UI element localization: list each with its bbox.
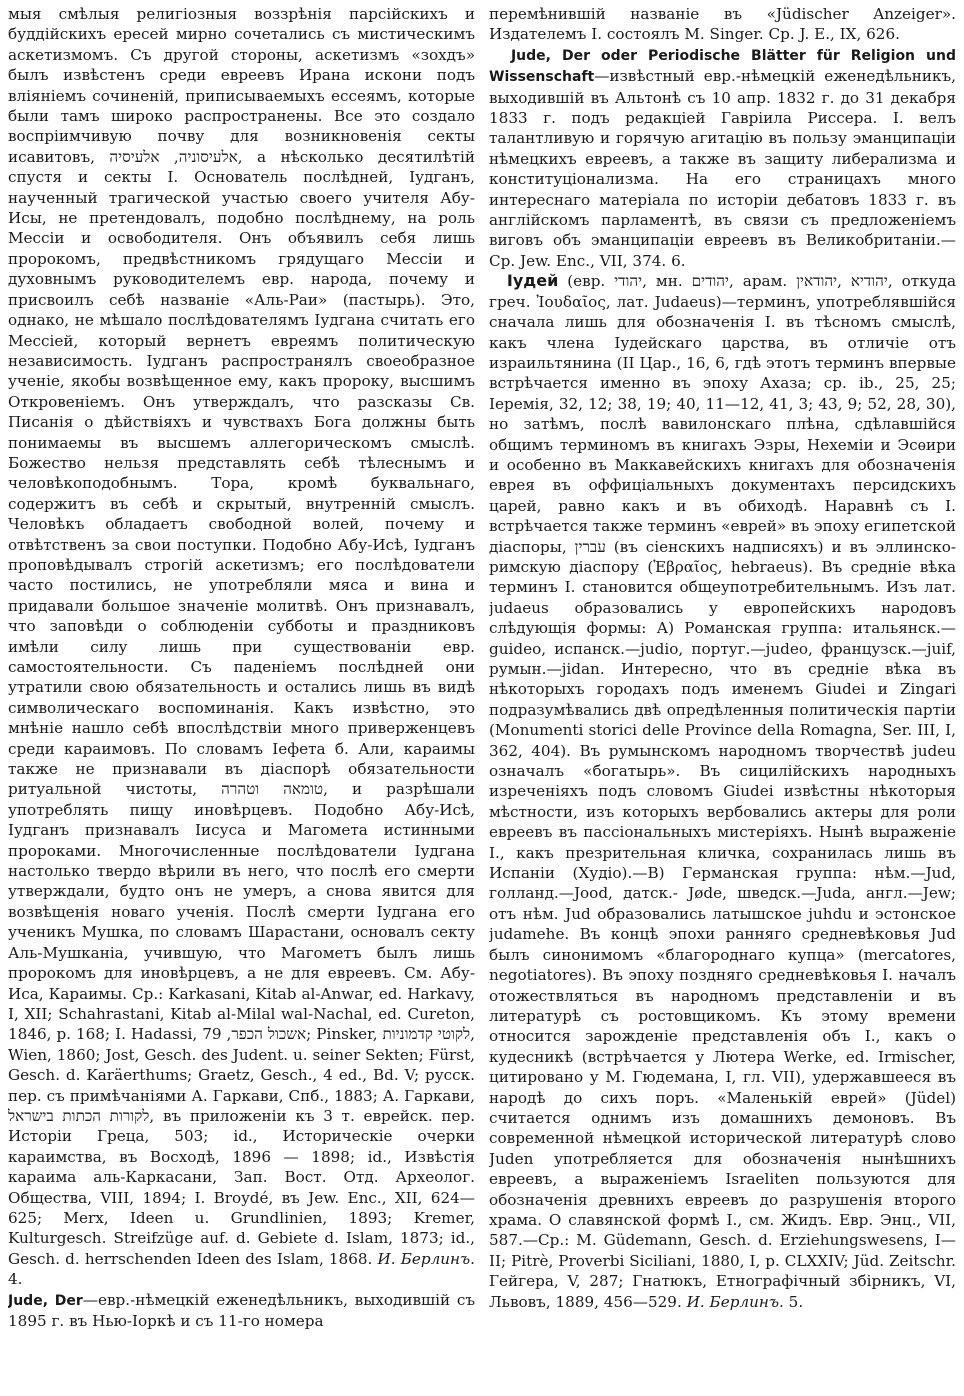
entry-number: 5.: [788, 1292, 804, 1311]
entry-number: 4.: [8, 1270, 23, 1289]
entry-heading: Jude, Der oder Periodische Blätter für Religion und Wissenschaft: [489, 47, 956, 86]
entry-body: перемѣнившій названіе въ «Jüdischer Anzeiger». Издателемъ І. состоялъ M. Singer. Ср. J. E., IX, 626.: [489, 5, 956, 44]
entry-continuation: [489, 4, 956, 45]
entry-iudei: [489, 271, 956, 1312]
entry-body: (евр. יהודי, мн. יהודים, арам. יהודיא ,יהודאין, откуда греч. Ἰουδαῖος, лат. Judaeus)—терминъ, употреблявшійся сначала лишь для обозначенія І. въ тѣсномъ смыслѣ, какъ члена Іудейскаго царства, въ отличіе отъ израильтянина (II Цар., 16, 6, гдѣ этотъ терминъ впервые встрѣчается именно въ эпоху Ахаза; ср. ib., 25, 25; Іеремія, 32, 12; 38, 19; 40, 11—12, 41, 3; 43, 9; 52, 28, 30), но затѣмъ, послѣ вавилонскаго плѣна, сдѣлавшійся общимъ терминомъ въ книгахъ Эзры, Нехеміи и Эсѳири и особенно въ Маккавейскихъ книгахъ для обозначенія еврея въ оффиціальныхъ документахъ персидскихъ царей, равно какъ и въ обиходѣ. Наравнѣ съ І. встрѣчается также терминъ «еврей» въ эпоху египетской діаспоры, עברין (въ сіенскихъ надписяхъ) и въ эллинско-римскую діаспору (Ἑβραῖος, hebraeus). Въ средніе вѣка терминъ І. становится общеупотребительнымъ. Изъ лат. judaeus образовались у европейскихъ народовъ слѣдующія формы: А) Романская группа: итальянск.—guideo, испанск.—judio, португ.—judeo, французск.—juif, румын.—jidan. Интересно, что въ средніе вѣка въ нѣкоторыхъ городахъ подъ именемъ Giudei и Zingari подразумѣвались двѣ опредѣленныя политическія партіи (Monumenti storici delle Province della Romagna, Ser. III, I, 362, 404). Въ румынскомъ народномъ творчествѣ judeu означалъ «богатырь». Въ сицилійскихъ народныхъ изреченіяхъ подъ словомъ Giudei извѣстны нѣкоторыя мѣстности, изъ которыхъ вербовались актеры для роли евреевъ въ пассіональныхъ мистеріяхъ. Нынѣ выраженіе І., какъ презрительная кличка, сохранилась лишь въ Испаніи (Худіо).—В) Германская группа: нѣм.—Jud, голланд.—Jood, датск.- Jøde, шведск.—Juda, англ.—Jew; отъ нѣм. Jud образовались латышское juhdu и эстонское judamehe. Въ концѣ эпохи ранняго средневѣковья Jud былъ синонимомъ «благороднаго купца» (mercatores, negotiatores). Въ эпоху поздняго средневѣковья І. началъ отожествляться въ народномъ представленіи и въ литературѣ съ ростовщикомъ. Къ этому времени относится зарожденіе представленія объ І., какъ о кудесникѣ (встрѣчается у Лютера Werke, ed. Irmischer, цитировано у М. Гюдемана, I, гл. VII), удержавшееся въ народѣ до сихъ поръ. «Маленькій еврей» (Jüdel) считается однимъ изъ домашнихъ демоновъ. Въ современной нѣмецкой исторической литературѣ слово Juden употребляется для обозначенія нынѣшнихъ евреевъ, а выраженіемъ Israeliten пользуются для обозначенія древнихъ евреевъ до разрушенія второго храма. О славянской формѣ І., см. Жидъ. Евр. Энц., VII, 587.—Ср.: M. Güdemann, Gesch. d. Erziehungswesens, I—II; Pitrè, Proverbi Siciliani, 1880, I, p. CLXXIV; Jüd. Zeitschr. Гейгера, V, 287; Гнатюкъ, Етнографічный збірникъ, VI, Львовъ, 1889, 456—529.: [489, 272, 956, 1311]
entry-jude-der-ny: [8, 1290, 475, 1332]
entry-number: 6.: [671, 251, 686, 270]
right-column: [489, 4, 956, 1394]
entry-body: —евр.-нѣмецкій еженедѣльникъ, выходившій съ 1895 г. въ Нью-Іоркѣ и съ 11-го номера: [8, 1290, 475, 1330]
entry-body: —извѣстный евр.-нѣмецкій еженедѣльникъ, выходившій въ Альтонѣ съ 10 апр. 1832 г. до 31 декабря 1833 г. подъ редакціей Гавріила Риссера. І. велъ талантливую и горячую агитацію въ пользу эманципаціи нѣмецкихъ евреевъ, а также въ защиту либерализма и конституціонализма. На его страницахъ много интереснаго матеріала по исторіи дебатовъ 1833 г. въ англійскомъ парламентѣ, въ связи съ предложеніемъ виговъ объ эманципаціи евреевъ въ Великобританіи.—Ср. Jew. Enc., VII, 374.: [489, 67, 956, 270]
article-text: [8, 4, 475, 1290]
entry-heading: Іудей: [506, 271, 559, 291]
left-column: [8, 4, 475, 1394]
entry-jude-der-altona: [489, 45, 956, 271]
entry-heading: Jude, Der: [8, 1292, 83, 1309]
article-body: мыя смѣлыя религіозныя воззрѣнія парсійскихъ и буддійскихъ ересей мирно сочетались съ мистическимъ аскетизмомъ. Съ другой стороны, аскетизмъ «зохдъ» былъ извѣстенъ среди евреевъ Ирана искони подъ вліяніемъ сочиненій, приписываемыхъ ессеямъ, которые были тамъ широко распространены. Все это создало воспріимчивую почву для возникновенія секты исавитовъ, אלעיסוניה, אלעיסיה, а нѣсколько десятилѣтій спустя и секты І. Основатель послѣдней, Іудганъ, наученный трагической участью своего учителя Абу-Исы, не претендовалъ, подобно послѣднему, на роль Мессіи и освободителя. Онъ объявилъ себя лишь пророкомъ, предвѣстникомъ грядущаго Мессіи и духовнымъ руководителемъ евр. народа, почему и присвоилъ себѣ названіе «Аль-Раи» (пастырь). Это, однако, не мѣшало послѣдователямъ Іудгана считать его Мессіей, который вернетъ евреямъ политическую независимость. Іудганъ распространялъ своеобразное ученіе, якобы возвѣщенное ему, какъ пророку, высшимъ Откровеніемъ. Онъ утверждалъ, что разсказы Св. Писанія о дѣйствіяхъ и чувствахъ Бога должны быть понимаемы въ высшемъ аллегорическомъ смыслѣ. Божество нельзя представлять себѣ тѣлеснымъ и человѣкоподобнымъ. Тора, кромѣ буквальнаго, содержитъ въ себѣ и скрытый, внутренній смыслъ. Человѣкъ обладаетъ свободной волей, почему и отвѣтственъ за свои поступки. Подобно Абу-Исѣ, Іудганъ проповѣдывалъ строгій аскетизмъ; его послѣдователи часто постились, не употребляли мяса и вина и придавали большое значеніе молитвѣ. Онъ признавалъ, что заповѣди о соблюденіи субботы и праздниковъ имѣли силу лишь при существованіи евр. самостоятельности. Съ паденіемъ послѣдней они утратили свою обязательность и остались лишь въ видѣ символическаго воспоминанія. Какъ извѣстно, это мнѣніе нашло себѣ впослѣдствіи много приверженцевъ среди караимовъ. По словамъ Іефета б. Али, караимы также не признавали въ діаспорѣ обязательности ритуальной чистоты, טומאה וטהרה, и разрѣшали употреблять пищу иновѣрцевъ. Подобно Абу-Исѣ, Іудганъ признавалъ Іисуса и Магомета истинными пророками. Многочисленные послѣдователи Іудгана настолько твердо вѣрили въ него, что послѣ его смерти утверждали, будто онъ не умеръ, а снова явится для возвѣщенія новаго ученія. Послѣ смерти Іудгана его ученикъ Мушка, по словамъ Шарастани, основалъ секту Аль-Мушканіа, учившую, что Магометъ былъ лишь пророкомъ для иновѣрцевъ, а не для евреевъ. См. Абу-Иса, Караимы. Ср.: Karkasani, Kitab al-Anwar, ed. Harkavy, I, XII; Schahrastani, Kitab al-Milal wal-Nachal, ed. Cureton, 1846, p. 168; I. Hadassi, אשכול הכפר, 79; Pinsker, לקוטי קדמוניות, Wien, 1860; Jost, Gesch. des Judent. u. seiner Sekten; Fürst, Gesch. d. Karäerthums; Graetz, Gesch., 4 ed., Bd. V; русск. пер. съ примѣчаніями А. Гаркави, Спб., 1883; А. Гаркави, לקורות הכתות בישראל, въ приложеніи къ 3 т. еврейск. пер. Исторіи Греца, 503; id., Историческіе очерки караимства, въ Восходѣ, 1896 — 1898; id., Извѣстія караима аль-Каркасани, Зап. Вост. Отд. Археолог. Общества, VIII, 1894; I. Broydé, въ Jew. Enc., XII, 624—625; Merx, Ideen u. Grundlinien, 1893; Kremer, Kulturgesch. Streifzüge auf. d. Gebiete d. Islam, 1873; id., Gesch. d. herrschenden Ideen des Islam, 1868.: [8, 5, 475, 1268]
author-signature: И. Берлинъ.: [377, 1249, 475, 1268]
author-signature: И. Берлинъ.: [686, 1292, 784, 1311]
